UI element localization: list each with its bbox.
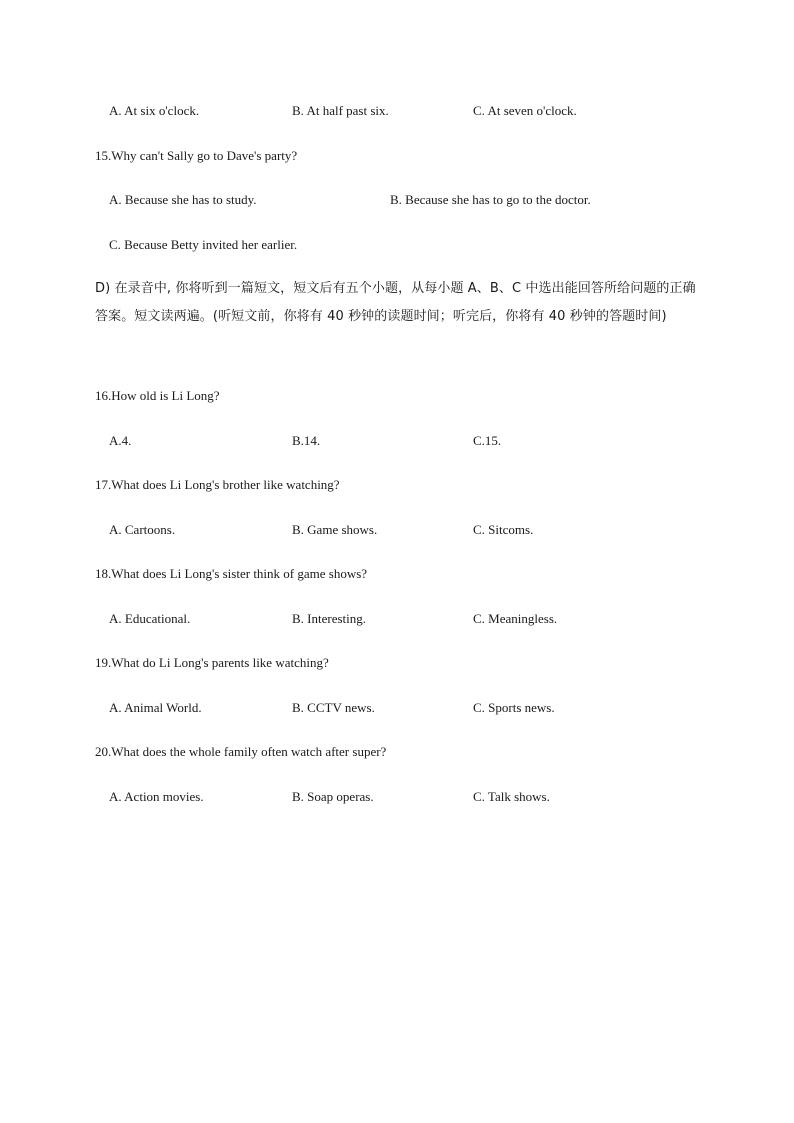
- q14-option-a: A. At six o'clock.: [109, 103, 200, 118]
- q19-question: 19.What do Li Long's parents like watching?: [95, 655, 329, 670]
- q20-option-c: C. Talk shows.: [473, 789, 550, 804]
- q17-option-a: A. Cartoons.: [109, 522, 176, 537]
- q19-option-a: A. Animal World.: [109, 700, 202, 715]
- q15-option-b: B. Because she has to go to the doctor.: [390, 192, 591, 207]
- q20-option-a: A. Action movies.: [109, 789, 204, 804]
- q14-option-b: B. At half past six.: [292, 103, 389, 118]
- q19-option-c: C. Sports news.: [473, 700, 555, 715]
- section-d-instruction: D) 在录音中, 你将听到一篇短文，短文后有五个小题，从每小题 A、B、C 中选出能回答所给问题的正确答案。短文读两遍。(听短文前，你将有 40 秒钟的读题时间；听完后，你将有 40 秒钟的答题时间): [95, 281, 696, 324]
- q18-option-a: A. Educational.: [109, 611, 191, 626]
- q17-option-c: C. Sitcoms.: [473, 522, 534, 537]
- q18-option-c: C. Meaningless.: [473, 611, 558, 626]
- q20-question: 20.What does the whole family often watch after super?: [95, 744, 387, 759]
- q18-question: 18.What does Li Long's sister think of game shows?: [95, 566, 368, 581]
- q19-option-b: B. CCTV news.: [292, 700, 375, 715]
- q17-question: 17.What does Li Long's brother like watching?: [95, 477, 340, 492]
- q18-option-b: B. Interesting.: [292, 611, 367, 626]
- q17-option-b: B. Game shows.: [292, 522, 378, 537]
- q16-option-b: B.14.: [292, 433, 321, 448]
- q16-option-c: C.15.: [473, 433, 502, 448]
- q16-option-a: A.4.: [109, 433, 132, 448]
- q15-option-a: A. Because she has to study.: [109, 192, 257, 207]
- q15-question: 15.Why can't Sally go to Dave's party?: [95, 148, 298, 163]
- q14-option-c: C. At seven o'clock.: [473, 103, 577, 118]
- q16-question: 16.How old is Li Long?: [95, 388, 220, 403]
- q15-option-c: C. Because Betty invited her earlier.: [109, 237, 298, 252]
- q20-option-b: B. Soap operas.: [292, 789, 374, 804]
